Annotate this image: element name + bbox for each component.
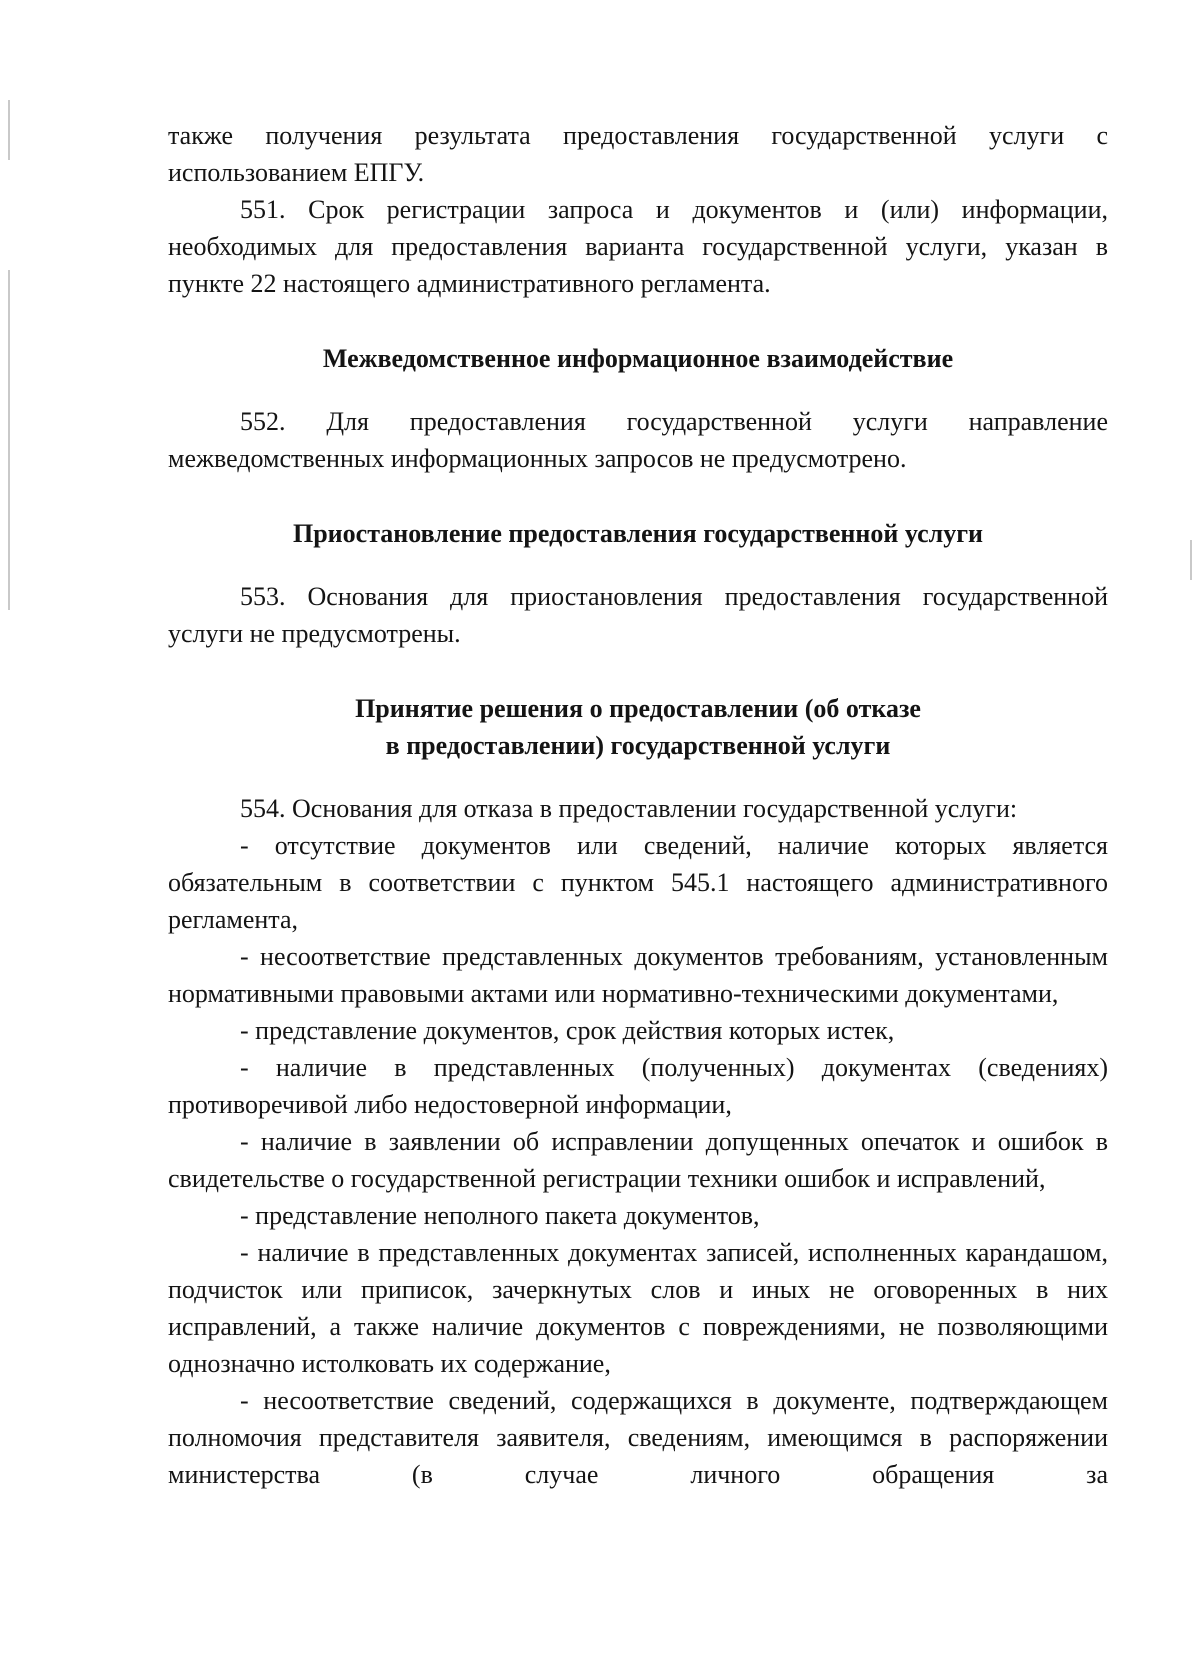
scan-edge-mark bbox=[1190, 540, 1192, 580]
list-item: - отсутствие документов или сведений, наличие которых является обязательным в соответствии с пунктом 545.1 настоящего административного регламента, bbox=[168, 831, 1108, 934]
paragraph-554: 554. Основания для отказа в предоставлении государственной услуги: bbox=[240, 794, 1018, 823]
list-item: - представление документов, срок действия которых истек, bbox=[240, 1016, 895, 1045]
scan-edge-mark bbox=[8, 270, 10, 610]
section-heading-suspension: Приостановление предоставления государственной услуги bbox=[292, 519, 983, 548]
paragraph-552: 552. Для предоставления государственной услуги направление межведомственных информационных запросов не предусмотрено. bbox=[168, 407, 1108, 473]
section-heading-decision-line-1: Принятие решения о предоставлении (об отказе bbox=[355, 694, 921, 723]
list-item: - представление неполного пакета документов, bbox=[240, 1201, 760, 1230]
list-item: - наличие в представленных (полученных) документах (сведениях) противоречивой либо недостоверной информации, bbox=[168, 1053, 1108, 1119]
list-item: - несоответствие представленных документов требованиям, установленным нормативными правовыми актами или нормативно-техническими документами, bbox=[168, 942, 1108, 1008]
section-heading-interagency: Межведомственное информационное взаимодействие bbox=[322, 344, 954, 373]
list-item: - наличие в заявлении об исправлении допущенных опечаток и ошибок в свидетельстве о государственной регистрации техники ошибок и исправлений, bbox=[168, 1127, 1108, 1193]
paragraph-continuation: также получения результата предоставления государственной услуги с использованием ЕПГУ. bbox=[168, 121, 1108, 187]
paragraph-551: 551. Срок регистрации запроса и документов и (или) информации, необходимых для предоставления варианта государственной услуги, указан в пункте 22 настоящего административного регламента. bbox=[168, 195, 1108, 298]
document-body bbox=[168, 117, 1108, 1493]
scan-edge-mark bbox=[8, 100, 10, 160]
paragraph-553: 553. Основания для приостановления предоставления государственной услуги не предусмотрены. bbox=[168, 582, 1108, 648]
list-item: - несоответствие сведений, содержащихся в документе, подтверждающем полномочия представителя заявителя, сведениям, имеющимся в распоряжении министерства (в случае личного обращения за bbox=[168, 1386, 1108, 1489]
list-item: - наличие в представленных документах записей, исполненных карандашом, подчисток или приписок, зачеркнутых слов и иных не оговоренных в них исправлений, а также наличие документов с повреждениями, не позволяющими однозначно истолковать их содержание, bbox=[168, 1238, 1108, 1378]
section-heading-decision-line-2: в предоставлении) государственной услуги bbox=[385, 731, 891, 760]
